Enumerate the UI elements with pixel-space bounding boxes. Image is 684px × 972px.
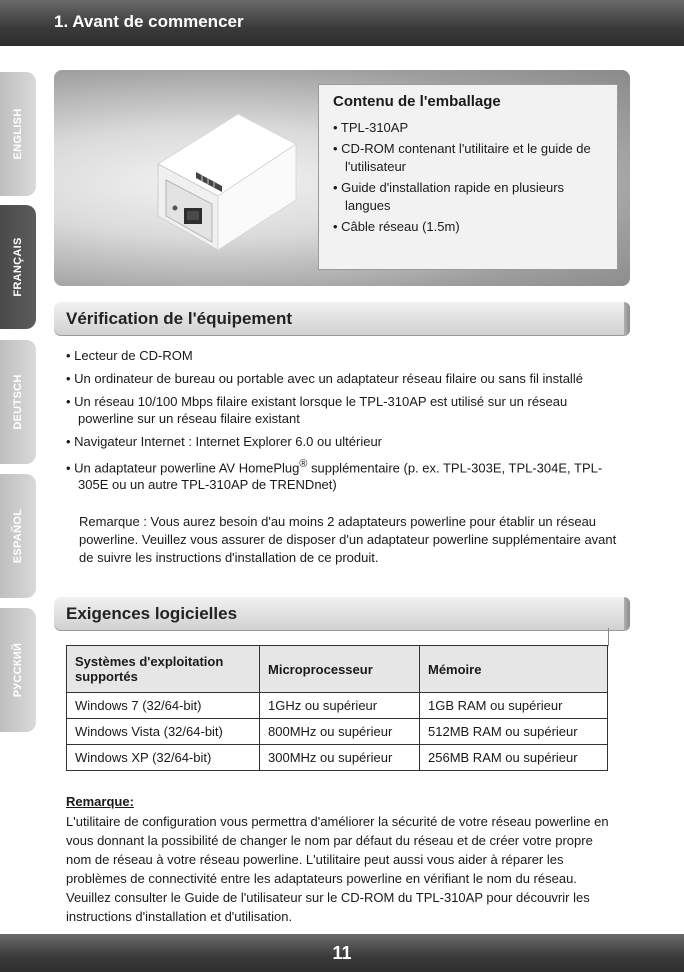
table-header-row [67, 646, 608, 693]
registered-mark: ® [299, 458, 308, 470]
table-cell: 1GHz ou supérieur [260, 693, 420, 719]
requirements-list [66, 347, 616, 499]
table-row [67, 719, 608, 745]
list-item: • Guide d'installation rapide en plusieurs langues [333, 180, 565, 213]
list-item: • Un réseau 10/100 Mbps filaire existant lorsque le TPL-310AP est utilisé sur un réseau powerline sur un réseau filaire existant [66, 394, 568, 426]
tab-deutsch[interactable] [0, 340, 36, 464]
table-cell: 300MHz ou supérieur [260, 745, 420, 771]
tab-english[interactable] [0, 72, 36, 196]
heading-edge [624, 597, 630, 631]
remark-title: Remarque: [66, 794, 134, 809]
remark-body: L'utilitaire de configuration vous permettra d'améliorer la sécurité de votre réseau powerline en vous donnant la possibilité de changer le nom par défaut du réseau et de créer votre propre nom de réseau à votre réseau powerline. L'utilitaire peut aussi vous aider à réparer les problèmes de connectivité entre les adaptateurs powerline en vérifiant le nom du réseau. Veuillez consulter le Guide de l'utilisateur sur le CD-ROM du TPL-310AP pour découvrir les instructions d'installation et d'utilisation. [66, 814, 609, 924]
tab-francais[interactable] [0, 205, 36, 329]
product-banner [54, 70, 630, 286]
list-item: • Câble réseau (1.5m) [333, 219, 460, 234]
tab-francais-label: FRANÇAIS [12, 237, 24, 297]
tab-espanol-label: ESPAÑOL [12, 508, 24, 564]
column-header: Systèmes d'exploitation supportés [67, 646, 260, 693]
column-header: Mémoire [420, 646, 608, 693]
heading-edge [624, 302, 630, 336]
verification-note: Remarque : Vous aurez besoin d'au moins 2 adaptateurs powerline pour établir un réseau powerline. Veuillez vous assurer de disposer d'un adaptateur powerline supplémentaire avant de suivre les instructions d'installation de ce produit. [79, 514, 617, 565]
table-cell: 512MB RAM ou supérieur [420, 719, 608, 745]
list-item-text: supplémentaire (p. ex. TPL-303E, TPL-304E, TPL-305E ou un autre TPL-310AP de TRENDnet) [78, 460, 603, 493]
package-contents-box [318, 84, 618, 270]
list-item-text: • Un adaptateur powerline AV HomePlug [66, 460, 300, 476]
footer-bar [0, 934, 684, 972]
table-cell: 1GB RAM ou supérieur [420, 693, 608, 719]
list-item: • CD-ROM contenant l'utilitaire et le guide de l'utilisateur [333, 141, 591, 174]
tab-russian[interactable] [0, 608, 36, 732]
column-header: Microprocesseur [260, 646, 420, 693]
table-cell: 256MB RAM ou supérieur [420, 745, 608, 771]
tab-russian-label: РУССКИЙ [12, 642, 24, 698]
header-bar [0, 0, 684, 46]
list-item: • Navigateur Internet : Internet Explorer 6.0 ou ultérieur [66, 434, 382, 449]
tab-english-label: ENGLISH [12, 108, 24, 160]
list-item: • Un ordinateur de bureau ou portable avec un adaptateur réseau filaire ou sans fil installé [66, 371, 583, 386]
table-cell: 800MHz ou supérieur [260, 719, 420, 745]
tab-deutsch-label: DEUTSCH [12, 374, 24, 430]
section-heading-software [54, 597, 630, 631]
table-cell: Windows 7 (32/64-bit) [67, 693, 260, 719]
powerline-adapter-image [118, 104, 298, 254]
list-item: • Lecteur de CD-ROM [66, 348, 193, 363]
list-item: • TPL-310AP [333, 120, 409, 135]
table-cell: Windows XP (32/64-bit) [67, 745, 260, 771]
section-heading-text: Vérification de l'équipement [66, 309, 293, 328]
table-cell: Windows Vista (32/64-bit) [67, 719, 260, 745]
page-title: 1. Avant de commencer [54, 12, 244, 31]
table-row [67, 745, 608, 771]
list-item [66, 456, 616, 493]
table-frame-line [608, 628, 609, 646]
page-number: 11 [332, 943, 352, 963]
software-requirements-table [66, 645, 608, 771]
package-contents-list [333, 119, 609, 239]
table-row [67, 693, 608, 719]
section-heading-verification [54, 302, 630, 336]
tab-espanol[interactable] [0, 474, 36, 598]
section-heading-text: Exigences logicielles [66, 604, 238, 623]
package-contents-title: Contenu de l'emballage [333, 93, 501, 110]
